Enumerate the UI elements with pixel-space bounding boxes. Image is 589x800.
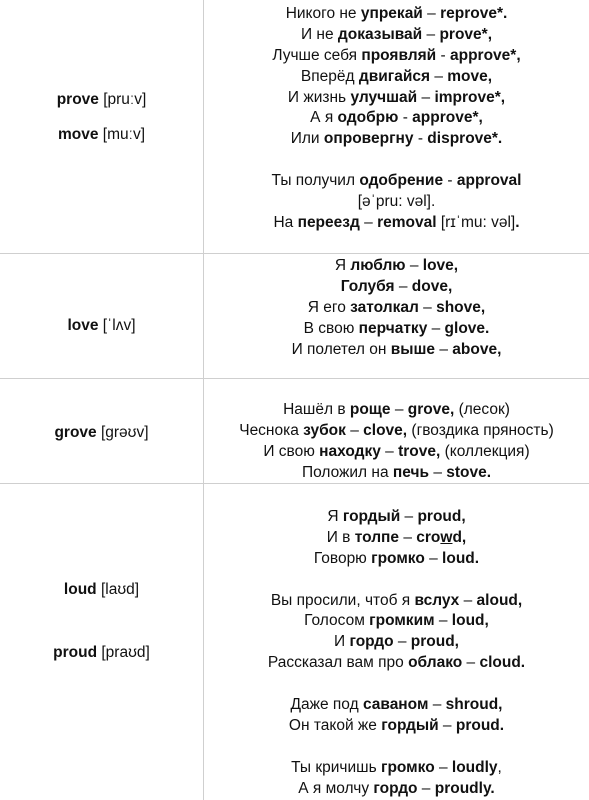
highlighted-word: громко xyxy=(371,549,425,567)
highlighted-word: Голубя xyxy=(340,277,395,295)
highlighted-word: reprove*. xyxy=(440,5,508,22)
verse-text: Даже под xyxy=(290,696,363,714)
verse-text: [əˈpru: vəl]. xyxy=(357,193,436,211)
highlighted-word: гордо xyxy=(349,633,394,651)
highlighted-word: роще xyxy=(349,401,391,418)
verse-text: И полетел он xyxy=(291,340,391,358)
highlighted-word: move, xyxy=(447,67,493,85)
verse-line xyxy=(204,25,589,46)
headword: move xyxy=(57,126,99,143)
highlighted-word: . xyxy=(515,213,520,231)
highlighted-word: d, xyxy=(452,528,467,546)
verse-text: Чеснока xyxy=(239,421,304,439)
highlighted-word: improve*, xyxy=(434,88,506,106)
highlighted-word: гордый xyxy=(342,508,401,525)
highlighted-word: одобрение xyxy=(359,172,444,190)
transcription: [muːv] xyxy=(102,126,145,143)
verse-text: - xyxy=(413,130,428,148)
verse-text: И в xyxy=(326,528,355,546)
verse-cell xyxy=(204,484,589,800)
verse-text: , xyxy=(497,758,502,776)
highlighted-word: approve*, xyxy=(412,109,483,127)
verse-text: В свою xyxy=(303,319,359,337)
word-entry xyxy=(0,316,203,336)
word-cell xyxy=(0,0,203,253)
verse-line xyxy=(204,632,589,653)
verse-line xyxy=(204,340,589,361)
verse-line xyxy=(204,400,589,421)
verse-cell xyxy=(204,0,589,253)
highlighted-word: w xyxy=(440,528,453,546)
verse-text: Я его xyxy=(307,298,351,316)
verse-text: И свою xyxy=(263,442,320,460)
verse-line xyxy=(204,46,589,67)
verse-text: – xyxy=(345,421,364,439)
transcription: [grəʊv] xyxy=(100,424,149,441)
highlighted-word: люблю xyxy=(350,257,406,274)
verse-text: – xyxy=(394,277,412,295)
verse-text: Лучше себя xyxy=(272,46,362,64)
verse-line xyxy=(204,67,589,88)
verse-line xyxy=(204,171,589,192)
headword: prove xyxy=(56,91,99,108)
verse-line xyxy=(204,192,589,213)
highlighted-word: переезд xyxy=(297,213,360,231)
table-row xyxy=(0,379,589,484)
verse-text: – xyxy=(422,25,440,43)
verse-line xyxy=(204,319,589,340)
word-cell xyxy=(0,254,203,378)
verse-text: [rɪˈmu: vəl] xyxy=(436,213,516,231)
verse-text: – xyxy=(417,779,435,797)
verse-text: И жизнь xyxy=(287,88,351,106)
verse-text: Голосом xyxy=(304,612,370,630)
highlighted-word: loud. xyxy=(442,549,480,567)
verse-text: – xyxy=(427,319,445,337)
highlighted-word: печь xyxy=(392,463,430,481)
highlighted-word: зубок xyxy=(303,421,346,439)
table-row xyxy=(0,0,589,254)
verse-line xyxy=(204,108,589,129)
highlighted-word: disprove*. xyxy=(427,130,503,148)
verse-cell xyxy=(204,379,589,483)
verse-text: – xyxy=(428,696,446,714)
headword: grove xyxy=(54,424,97,441)
highlighted-word: proud. xyxy=(455,716,505,734)
verse-text: – xyxy=(393,633,411,651)
verse-text: А я молчу xyxy=(298,779,374,797)
verse-line xyxy=(204,442,589,463)
highlighted-word: доказывай xyxy=(337,25,423,43)
verse-cell xyxy=(204,254,589,378)
highlighted-word: двигайся xyxy=(358,67,431,85)
table-row xyxy=(0,254,589,379)
verse-lines xyxy=(204,507,589,799)
verse-lines xyxy=(204,400,589,484)
highlighted-word: removal xyxy=(377,213,437,231)
highlighted-word: prove*, xyxy=(439,25,493,43)
highlighted-word: вслух xyxy=(414,591,460,609)
verse-line xyxy=(204,507,589,528)
highlighted-word: approval xyxy=(456,172,522,190)
verse-text: – xyxy=(380,442,399,460)
verse-line xyxy=(204,4,589,25)
highlighted-word: shove, xyxy=(436,298,486,316)
verse-text: – xyxy=(400,508,418,525)
verse-text: – xyxy=(459,591,477,609)
verse-line xyxy=(204,213,589,234)
verse-text: – xyxy=(418,298,437,316)
verse-lines xyxy=(204,256,589,360)
highlighted-word: shroud, xyxy=(445,696,503,714)
verse-text: – xyxy=(405,257,423,274)
word-cell xyxy=(0,484,203,800)
headword: love xyxy=(67,317,99,334)
stanza-gap xyxy=(204,737,589,758)
verse-line xyxy=(204,463,589,484)
verse-text: Нашёл в xyxy=(283,401,350,418)
verse-line xyxy=(204,779,589,800)
verse-lines xyxy=(204,4,589,234)
verse-line xyxy=(204,591,589,612)
verse-line xyxy=(204,611,589,632)
verse-text: Говорю xyxy=(313,549,372,567)
word-entry xyxy=(0,580,203,600)
highlighted-word: громко xyxy=(380,758,435,776)
highlighted-word: громким xyxy=(369,612,435,630)
verse-text: – xyxy=(359,213,378,231)
highlighted-word: proudly. xyxy=(434,779,495,797)
highlighted-word: glove. xyxy=(444,319,490,337)
highlighted-word: толпе xyxy=(354,528,400,546)
highlighted-word: proud, xyxy=(417,508,466,525)
verse-text: (гвоздика пряность) xyxy=(407,421,554,439)
highlighted-word: затолкал xyxy=(350,298,419,316)
highlighted-word: clove, xyxy=(363,421,408,439)
highlighted-word: loud, xyxy=(451,612,489,630)
highlighted-word: одобрю xyxy=(337,109,399,127)
verse-text: – xyxy=(422,5,441,22)
highlighted-word: гордый xyxy=(381,716,439,734)
table-row xyxy=(0,484,589,800)
verse-text: Вперёд xyxy=(300,67,359,85)
word-entry xyxy=(0,643,203,663)
highlighted-word: approve*, xyxy=(450,46,521,64)
highlighted-word: love, xyxy=(422,257,459,274)
headword: proud xyxy=(53,644,98,661)
verse-line xyxy=(204,528,589,549)
verse-text: Он такой же xyxy=(288,716,382,734)
verse-line xyxy=(204,256,589,277)
verse-line xyxy=(204,129,589,150)
verse-text: – xyxy=(429,463,447,481)
highlighted-word: cloud. xyxy=(479,654,526,672)
word-entry xyxy=(0,125,203,145)
verse-text: И не xyxy=(300,25,338,43)
verse-line xyxy=(204,421,589,442)
verse-text: – xyxy=(390,401,408,418)
transcription: [praʊd] xyxy=(101,644,150,661)
highlighted-word: proud, xyxy=(410,633,459,651)
verse-text: Или xyxy=(290,130,324,148)
transcription: [laʊd] xyxy=(100,581,140,598)
stanza-gap xyxy=(204,150,589,171)
verse-text: – xyxy=(430,67,448,85)
headword: loud xyxy=(63,581,97,598)
verse-line xyxy=(204,758,589,779)
verse-line xyxy=(204,298,589,319)
highlighted-word: улучшай xyxy=(350,88,418,106)
verse-text: - xyxy=(443,172,457,190)
verse-text: Я xyxy=(327,508,343,525)
stanza-gap xyxy=(204,674,589,695)
verse-text: – xyxy=(417,88,435,106)
verse-text: Положил на xyxy=(301,463,393,481)
verse-text: - xyxy=(398,109,413,127)
verse-text: – xyxy=(424,549,443,567)
highlighted-word: находку xyxy=(319,442,381,460)
highlighted-word: выше xyxy=(390,340,436,358)
highlighted-word: loudly xyxy=(451,758,498,776)
highlighted-word: перчатку xyxy=(358,319,428,337)
verse-text: (лесок) xyxy=(454,401,510,418)
transcription: [pruːv] xyxy=(103,91,147,108)
verse-text: Ты получил xyxy=(271,172,360,190)
verse-text: Никого не xyxy=(285,5,361,22)
stanza-gap xyxy=(204,570,589,591)
highlighted-word: саваном xyxy=(362,696,429,714)
highlighted-word: above, xyxy=(452,340,502,358)
verse-text: Я xyxy=(334,257,351,274)
transcription: [ˈlʌv] xyxy=(102,317,136,334)
highlighted-word: dove, xyxy=(411,277,453,295)
verse-text: – xyxy=(462,654,480,672)
highlighted-word: stove. xyxy=(446,463,492,481)
verse-line xyxy=(204,549,589,570)
verse-line xyxy=(204,653,589,674)
verse-text: А я xyxy=(310,109,338,127)
verse-text: - xyxy=(436,46,450,64)
verse-text: (коллекция) xyxy=(440,442,530,460)
highlighted-word: trove, xyxy=(398,442,441,460)
word-entry xyxy=(0,423,203,443)
word-entry xyxy=(0,90,203,110)
verse-line xyxy=(204,695,589,716)
verse-text: Рассказал вам про xyxy=(267,654,409,672)
verse-text: – xyxy=(435,340,453,358)
verse-text: На xyxy=(273,213,298,231)
verse-line xyxy=(204,88,589,109)
verse-text: – xyxy=(434,612,452,630)
highlighted-word: упрекай xyxy=(360,5,423,22)
highlighted-word: cro xyxy=(416,528,441,546)
verse-text: – xyxy=(399,528,417,546)
highlighted-word: grove, xyxy=(407,401,455,418)
verse-text: Вы просили, чтоб я xyxy=(270,591,415,609)
verse-text: И xyxy=(333,633,350,651)
verse-line xyxy=(204,716,589,737)
word-cell xyxy=(0,379,203,483)
verse-line xyxy=(204,277,589,298)
highlighted-word: облако xyxy=(408,654,463,672)
highlighted-word: проявляй xyxy=(361,46,437,64)
verse-text: Ты кричишь xyxy=(291,758,381,776)
verse-text: – xyxy=(438,716,456,734)
highlighted-word: aloud, xyxy=(476,591,523,609)
highlighted-word: гордо xyxy=(373,779,418,797)
verse-text: – xyxy=(434,758,452,776)
highlighted-word: опровергну xyxy=(323,130,414,148)
